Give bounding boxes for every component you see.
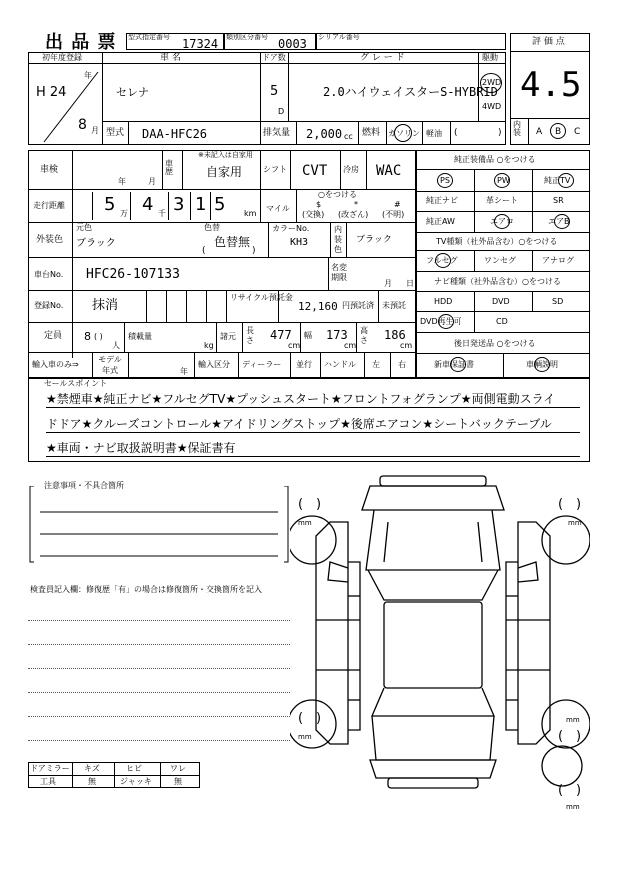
tread-rl-bracket-l: ( [298,711,304,726]
repaint-value: 色替無 [214,235,251,249]
first-reg-month: 8 [78,117,87,133]
fuel-paren-left: ( [454,128,458,138]
interior-color: ブラック [356,235,392,245]
color-no-label: カラーNo. [272,224,310,233]
mileage-label: 走行距離 [33,201,65,210]
dims-label: 諸元 [220,332,236,341]
legend-mirror: ドアミラー [30,764,70,773]
interior-color-label: 内装色 [334,225,342,254]
mile-label: マイル [266,204,290,213]
type-number-label: 型式指定番号 [128,33,170,41]
class-number-value: 0003 [278,37,307,51]
tread-fr-bracket-l: ( [558,497,564,512]
equip-ab: エアB [548,217,570,226]
navi-hdd: HDD [434,297,453,306]
displacement-label: 排気量 [263,128,291,138]
chassis-value: HFC26-107133 [86,267,180,282]
name-change-day: 日 [406,279,414,288]
displacement-unit: cc [344,132,353,141]
ac-value: WAC [376,163,402,179]
interior-a: A [536,127,543,137]
exterior-color-label: 外装色 [36,235,64,245]
chassis-label: 車台No. [34,270,64,279]
mileage-digit-1: 5 [104,194,116,215]
inspector-label: 検査員記入欄：修復歴「有」の場合は修復箇所・交換箇所を記入 [30,585,262,594]
length-unit: cm [288,341,301,350]
unknown-label: (不明) [382,210,405,219]
equip-ab-circle [554,214,570,229]
color-no-value: KH3 [290,237,309,248]
mileage-digit-2: 4 [142,194,154,215]
tv-oneseg: ワンセグ [484,256,516,265]
equip-pw-circle [494,173,510,188]
legend-crack: ヒビ [126,764,142,773]
repaint-paren-right: ) [252,246,256,256]
car-name: セレナ [116,86,149,99]
door-d: D [278,107,285,116]
car-diagram [290,470,590,800]
drive-4wd: 4WD [482,102,502,111]
form-title: 出 品 票 [45,32,117,53]
capacity-unit: 人 [112,341,120,350]
recycle-value: 12,160 [298,300,338,313]
tread-fl-bracket-r: ) [316,497,322,512]
caution-bracket [28,486,290,570]
recycle-label: リサイクル預託金 [230,293,293,302]
month-mark: 月 [91,126,99,135]
score-label: 評 価 点 [532,37,565,47]
mileage-attach-note: ○をつける [318,190,357,199]
import-label: 輸入車のみ⇒ [32,360,79,369]
inspection-month: 月 [148,177,156,186]
legend-scratch: キズ [84,764,100,773]
tv-fullseg: フルセグ [426,256,458,265]
drive-2wd: 2WD [482,78,502,87]
mileage-digit-3: 3 [173,194,185,215]
legend-broken: ワレ [170,764,186,773]
tread-rr-bracket-l: ( [558,729,564,744]
original-color: ブラック [76,238,116,249]
equip-ps: PS [440,176,450,185]
interior-label: 内装 [513,120,521,137]
year-mark: 年 [84,71,92,80]
length-label: 長さ [246,326,254,345]
fuel-gasoline-circle [394,124,412,142]
model-year-label: モデル年式 [98,355,122,375]
doors-label: ドア数 [262,53,286,62]
tread-fl-mm: mm [298,519,312,527]
fuel-gasoline: ガソリン [388,129,420,138]
score-value: 4.5 [520,65,582,105]
equip-leather: 革シート [486,196,518,205]
width-label: 幅 [304,331,312,340]
equip-navi: 純正ナビ [426,196,458,205]
height-label: 高さ [360,326,368,345]
original-color-label: 元色 [76,223,92,232]
handle-label: ハンドル [324,360,356,369]
class-number-label: 類別区分番号 [226,33,268,41]
fuel-paren-right: ) [498,128,502,138]
tread-fr-bracket-r: ) [576,497,582,512]
name-change-label: 名変期限 [331,263,347,282]
ac-label: 冷房 [343,165,359,174]
displacement-value: 2,000 [306,127,343,141]
type-number-value: 17324 [182,37,219,51]
mileage-digit-4: 1 [195,194,207,215]
history-value: 自家用 [206,165,243,179]
sales-line-3: ★車両・ナビ取扱説明書★保証書有 [46,442,580,457]
later-manual: 車輌説明 [526,360,558,369]
navi-dvd-play: DVD再生可 [420,317,462,326]
equip-sr: SR [553,196,564,205]
mileage-km: km [244,209,257,218]
mileage-sen: 千 [158,209,166,218]
specs-block [28,150,416,378]
height-unit: cm [400,341,413,350]
first-reg-era: H 24 [36,85,67,100]
alter-label: (改ざん) [338,210,369,219]
legend-jack: ジャッキ [120,777,152,786]
tread-spare-bracket-l: ( [558,783,564,798]
height-value: 186 [384,328,406,342]
legend-tools-value: 無 [88,777,96,786]
import-dealer: ディーラー [242,360,282,369]
later-warranty: 新車保証書 [434,360,474,369]
tv-analog: アナログ [542,256,574,265]
recycle-not-deposited: 未預託 [382,301,406,310]
inspection-label: 車検 [40,165,59,175]
sales-line-1: ★禁煙車★純正ナビ★フルセグTV★プッシュスタート★フロントフォグランプ★両側電動スライ [46,393,580,408]
sales-label: セールスポイント [44,379,108,388]
caution-label: 注意事項・不具合箇所 [44,481,124,490]
interior-b-circle [550,123,566,139]
repaint-label: 色替 [204,223,220,232]
tread-rr-mm: mm [566,716,580,724]
regno-label: 登録No. [34,301,64,310]
navi-dvd-play-circle [438,314,454,329]
equip-aero-circle [494,214,510,229]
import-class-label: 輸入区分 [198,360,230,369]
load-unit: kg [204,341,214,350]
recycle-unit: 円 [342,301,350,310]
equip-aw: 純正AW [426,217,455,226]
tread-rl-bracket-r: ) [316,711,322,726]
interior-c: C [574,127,581,137]
later-title: 後日発送品 ○をつける [454,339,536,348]
mileage-man: 万 [120,209,128,218]
tv-title: TV種類（社外品含む）○をつける [436,237,558,246]
car-name-label: 車 名 [160,53,181,63]
sales-line-2: ドドア★クルーズコントロール★アイドリングストップ★後席エアコン★シートバックテーブル [46,418,580,433]
shift-label: シフト [263,165,287,174]
tv-fullseg-circle [435,253,451,268]
legend-jack-value: 無 [174,777,182,786]
genuine-title: 純正装備品 ○をつける [454,155,536,164]
capacity-value: 8 [84,330,91,343]
later-warranty-circle [450,357,466,372]
alter-symbol: * [354,200,358,209]
tread-spare-mm: mm [566,803,580,811]
mileage-digit-5: 5 [214,194,226,215]
doors-value: 5 [270,84,279,99]
recycle-deposited: 預託済 [350,301,374,310]
drive-label: 駆動 [482,53,498,62]
later-manual-circle [534,357,550,372]
unknown-symbol: # [394,200,401,209]
name-change-month: 月 [384,279,392,288]
repaint-paren-left: ( [202,246,206,256]
swap-label: (交換) [302,210,325,219]
length-value: 477 [270,328,292,342]
navi-dvd: DVD [492,297,510,306]
legend-tools: 工具 [40,777,56,786]
model-year-unit: 年 [180,367,188,376]
equip-pw: PW [497,176,510,185]
tread-fr-mm: mm [568,519,582,527]
model-value: DAA-HFC26 [142,127,208,141]
swap-symbol: $ [316,200,322,209]
width-unit: cm [344,341,357,350]
model-label: 型式 [106,128,125,138]
width-value: 173 [326,328,348,342]
fuel-label: 燃料 [362,128,381,138]
tread-rl-mm: mm [298,733,312,741]
tread-fl-bracket-l: ( [298,497,304,512]
import-parallel: 並行 [296,360,312,369]
grade-label: グ レ ー ド [360,53,405,63]
capacity-paren: ( ) [94,332,103,341]
shift-value: CVT [302,163,328,179]
first-reg-label: 初年度登録 [42,53,82,62]
navi-title: ナビ種類（社外品含む）○をつける [434,277,561,286]
interior-b: B [555,127,562,137]
inspection-year: 年 [118,177,126,186]
grade-value: 2.0ハイウェイスターS-HYBRID [323,85,498,99]
handle-right: 右 [398,360,406,369]
regno-value: 抹消 [92,298,119,313]
navi-cd: CD [496,317,508,326]
capacity-label: 定員 [44,331,63,341]
tread-spare-bracket-r: ) [576,783,582,798]
serial-number-label: シリアル番号 [318,33,360,41]
equip-tv-circle [558,173,574,188]
equip-aero: エアロ [490,217,514,226]
navi-sd: SD [552,297,564,306]
tread-rr-bracket-r: ) [576,729,582,744]
history-note: ※未記入は自家用 [198,151,253,159]
equip-ps-circle [437,173,453,188]
handle-left: 左 [372,360,380,369]
load-label: 積載量 [128,332,152,341]
drive-2wd-circle [480,73,502,93]
fuel-diesel: 軽油 [426,129,442,138]
equip-tv: 純正TV [544,176,571,185]
history-label: 車歴 [165,159,173,176]
